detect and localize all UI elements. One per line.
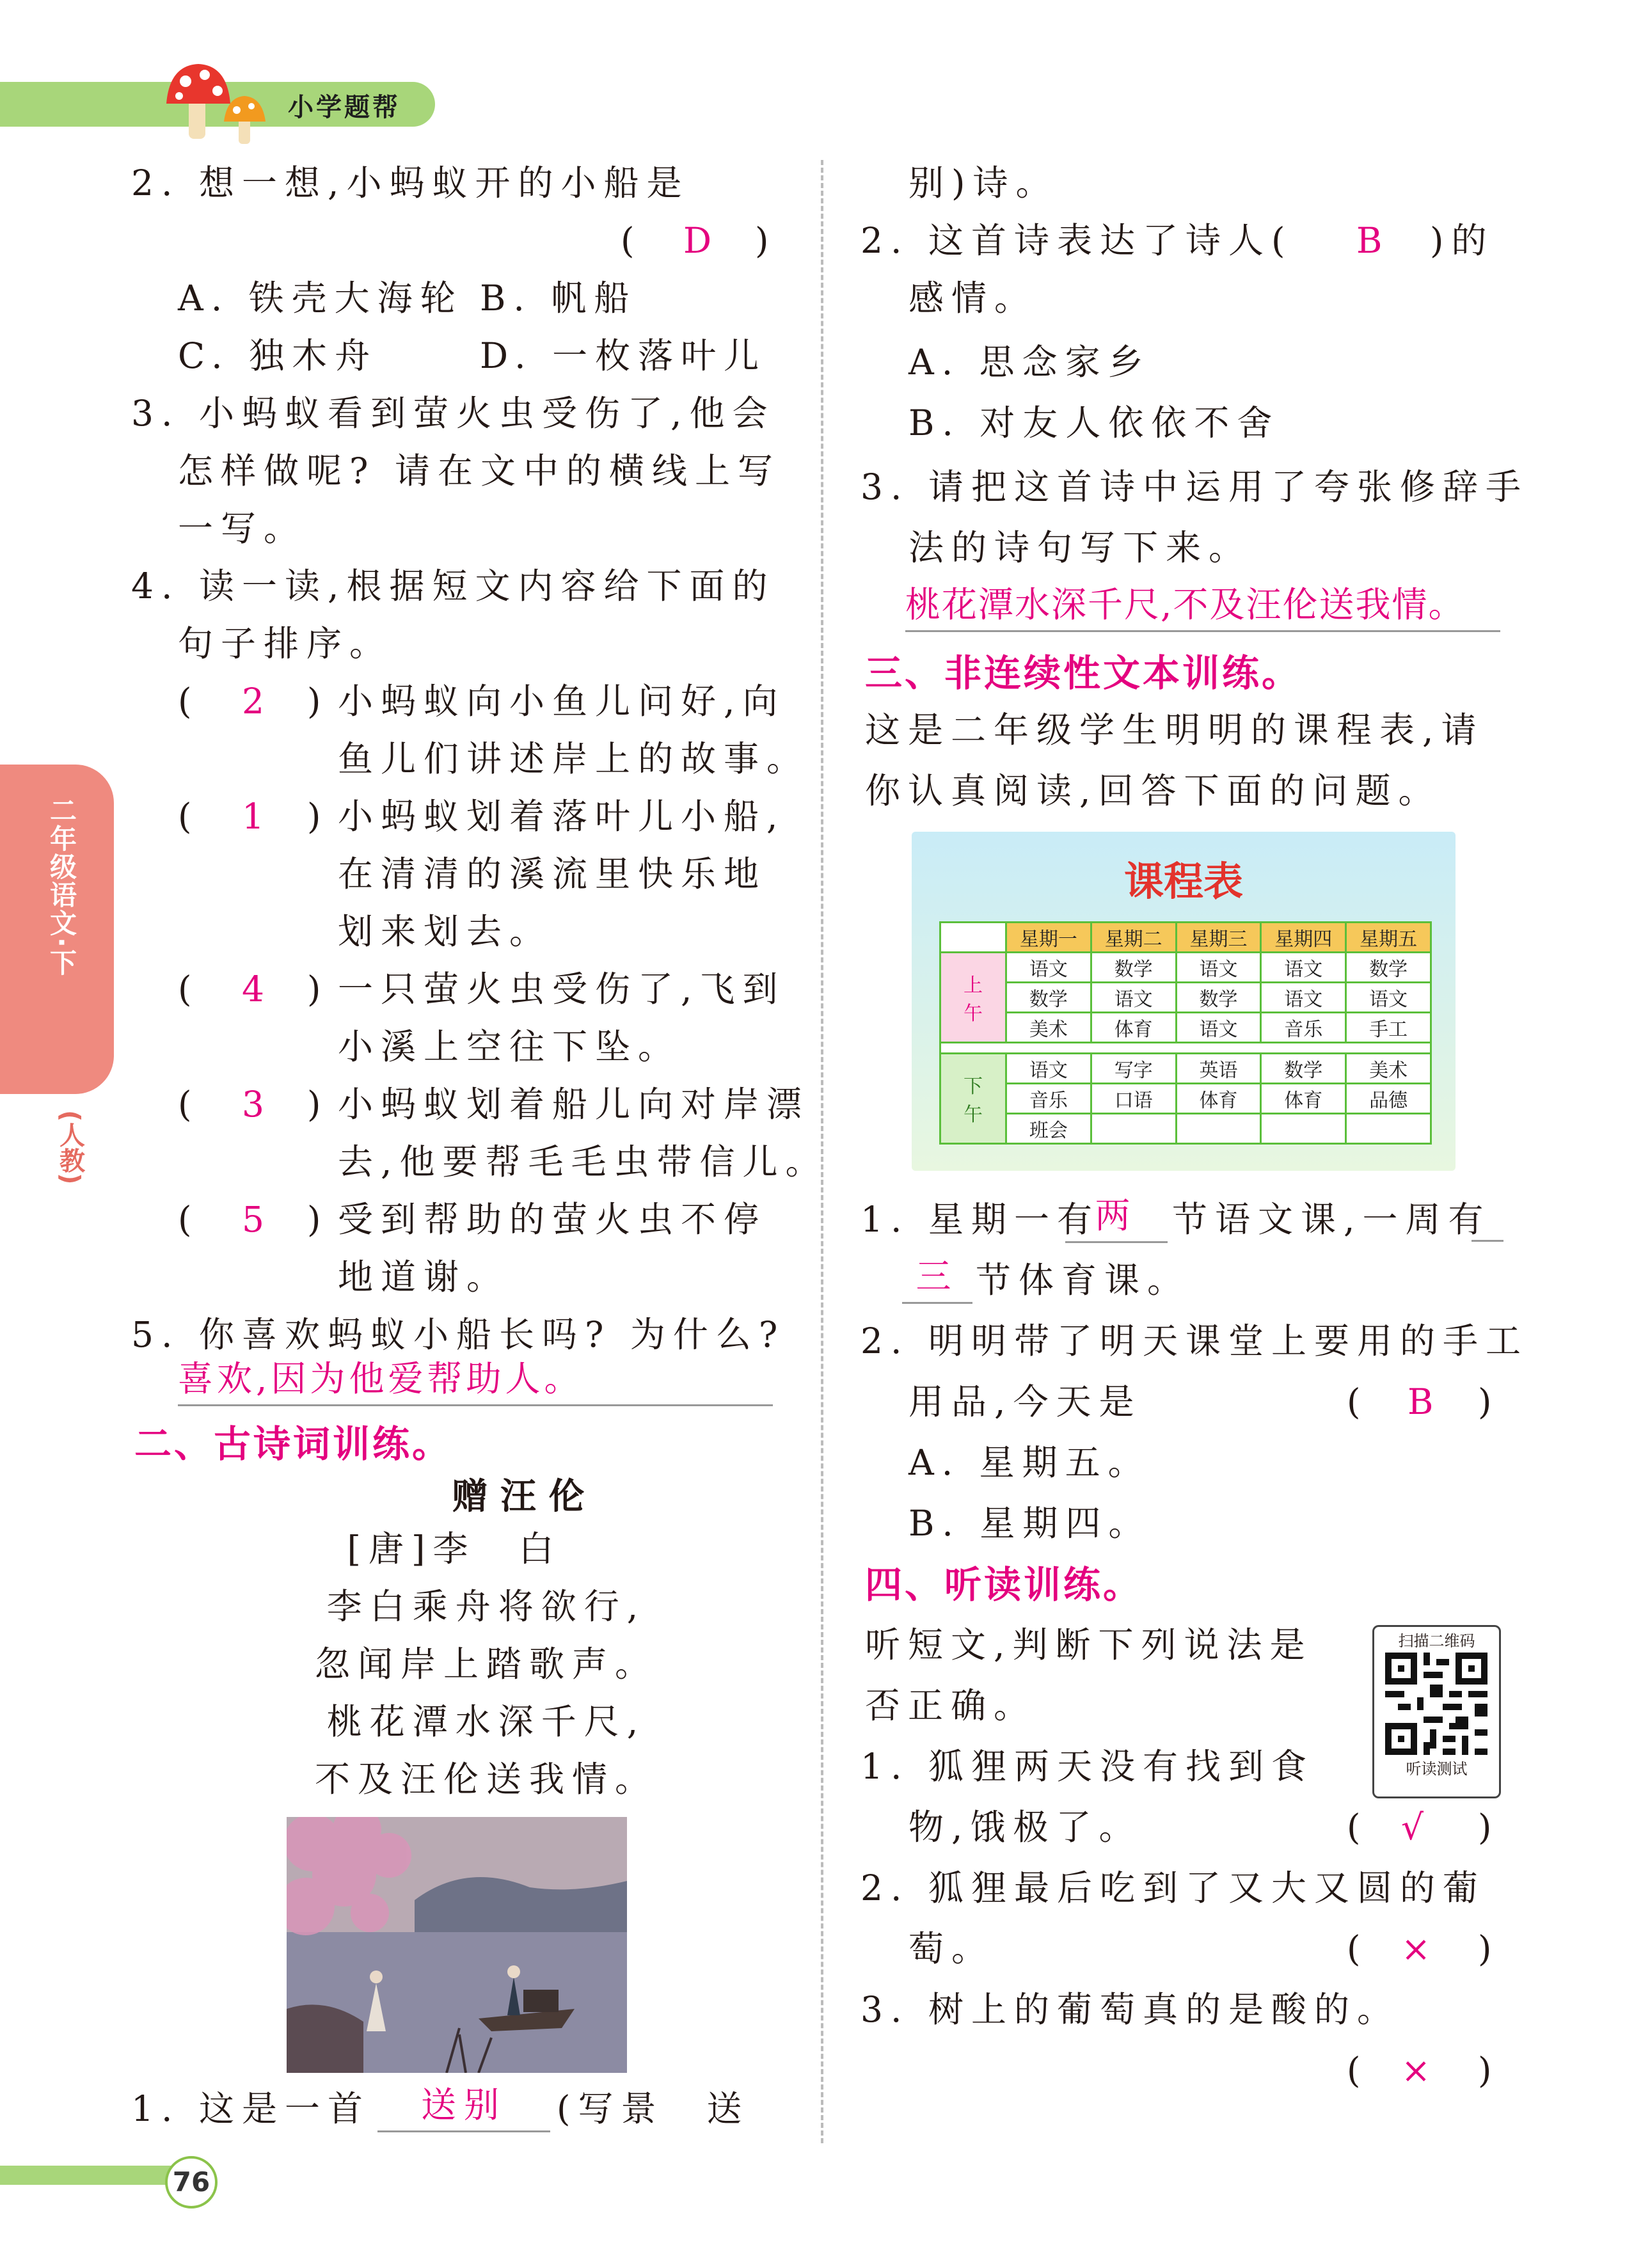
l1-paren-close: ) [1478,1807,1500,1848]
cell: 写字 [1091,1054,1176,1084]
t2-option-b: B. 星期四。 [908,1503,1152,1544]
cell: 品德 [1346,1084,1431,1114]
order-text: 小蚂蚁划着船儿向对岸漂 [338,1084,810,1125]
day-header: 星期一 [1006,923,1091,953]
q5-answer: 喜欢,因为他爱帮助人。 [178,1353,773,1406]
cell: 体育 [1091,1013,1176,1043]
qr-top-label: 扫描二维码 [1398,1632,1475,1650]
p3-line2: 法的诗句写下来。 [908,527,1252,568]
t1-post: 节体育课。 [976,1260,1191,1301]
l2-paren-open: ( [1347,1928,1368,1969]
q3-line1: 3. 小蚂蚁看到萤火虫受伤了,他会 [131,393,775,434]
t1-answer-1: 两 [1065,1190,1168,1243]
cell: 音乐 [1261,1013,1346,1043]
cell: 体育 [1176,1084,1261,1114]
p2-option-a: A. 思念家乡 [908,342,1151,383]
order-number: 4 [242,969,272,1010]
cell: 音乐 [1006,1084,1091,1114]
cell: 数学 [1091,953,1176,983]
poem-line-2: 忽闻岸上踏歌声。 [314,1644,658,1685]
cell: 数学 [1176,983,1261,1013]
p3-line1: 3. 请把这首诗中运用了夸张修辞手 [861,466,1528,507]
l3-answer: × [1401,2050,1439,2091]
day-header: 星期二 [1091,923,1176,953]
cell: 语文 [1176,1013,1261,1043]
poem-illustration [287,1817,627,2073]
l2-answer: × [1401,1928,1439,1969]
l3-paren-close: ) [1478,2050,1500,2091]
section3-intro-2: 你认真阅读,回答下面的问题。 [865,770,1441,811]
poem-author: [唐]李 白 [347,1528,562,1569]
q3-line3: 一写。 [178,508,307,549]
q2-option-a: A. 铁壳大海轮 [178,278,463,319]
t1-pre: 1. 星期一有 [861,1199,1100,1240]
l2-line2: 萄。 [908,1928,995,1969]
cell: 数学 [1346,953,1431,983]
day-header: 星期五 [1346,923,1431,953]
order-text: 小蚂蚁向小鱼儿问好,向 [338,681,786,722]
q2-option-b: B. 帆船 [480,278,637,319]
cell: 班会 [1006,1114,1091,1144]
p1-suffix: (写景 送 [557,2088,750,2129]
t2-paren-open: ( [1347,1381,1368,1422]
cell [1091,1114,1176,1144]
mushroom-logo [163,59,278,148]
order-number: 3 [242,1084,272,1125]
section3-intro-1: 这是二年级学生明明的课程表,请 [865,710,1484,750]
side-grade-label: 二年级语文·下 [46,797,77,977]
cell: 语文 [1346,983,1431,1013]
order-text: 受到帮助的萤火虫不停 [338,1199,767,1240]
timetable-title: 课程表 [1123,858,1243,905]
q2-answer: D [683,220,720,261]
l2-paren-close: ) [1478,1928,1500,1969]
cell: 语文 [1006,953,1091,983]
q5-text: 5. 你喜欢蚂蚁小船长吗? 为什么? [131,1314,786,1355]
l1-paren-open: ( [1347,1807,1368,1848]
section4-intro-2: 否正确。 [865,1685,1037,1726]
section4-heading: 四、听读训练。 [865,1563,1143,1606]
order-text: 鱼儿们讲述岸上的故事。 [338,738,810,779]
q2-paren-open: ( [621,220,642,261]
poem-line-1: 李白乘舟将欲行, [326,1586,646,1627]
p2-option-b: B. 对友人依依不舍 [908,402,1280,443]
poem-line-4: 不及汪伦送我情。 [314,1759,658,1800]
section2-heading: 二、古诗词训练。 [134,1422,452,1466]
p1-continued: 别)诗。 [908,163,1059,203]
section4-intro-1: 听短文,判断下列说法是 [865,1624,1313,1665]
p1-answer: 送别 [377,2079,550,2132]
q4-line1: 4. 读一读,根据短文内容给下面的 [131,566,775,607]
t2-line2: 用品,今天是 [908,1381,1142,1422]
side-edition-label: (人教) [55,1110,85,1185]
day-header: 星期三 [1176,923,1261,953]
l1-line2: 物,饿极了。 [908,1807,1142,1848]
l1-line1: 1. 狐狸两天没有找到食 [861,1746,1314,1787]
cell: 语文 [1091,983,1176,1013]
cell: 美术 [1006,1013,1091,1043]
am-label: 上 午 [940,953,1006,1043]
qr-code-icon [1385,1653,1487,1755]
order-text: 在清清的溪流里快乐地 [338,853,767,894]
qr-bottom-label: 听读测试 [1406,1760,1468,1778]
t2-line1: 2. 明明带了明天课堂上要用的手工 [861,1320,1528,1361]
cell: 口语 [1091,1084,1176,1114]
p2-answer: B [1356,220,1390,261]
t2-answer: B [1408,1381,1441,1422]
pm-label: 下 午 [940,1054,1006,1144]
order-text: 划来划去。 [338,911,553,952]
p2-post: )的 [1430,220,1495,261]
p2-line2: 感情。 [908,278,1038,319]
l3-line1: 3. 树上的葡萄真的是酸的。 [861,1989,1400,2030]
cell: 语文 [1261,953,1346,983]
cell: 数学 [1006,983,1091,1013]
cell: 数学 [1261,1054,1346,1084]
order-number: 5 [242,1199,272,1240]
p2-pre: 2. 这首诗表达了诗人( [861,220,1293,261]
day-header: 星期四 [1261,923,1346,953]
timetable-grid [939,921,1432,1145]
l1-answer: √ [1401,1807,1432,1848]
order-text: 一只萤火虫受伤了,飞到 [338,969,786,1010]
cell: 体育 [1261,1084,1346,1114]
order-text: 地道谢。 [338,1257,510,1297]
cell: 美术 [1346,1054,1431,1084]
t1-mid: 节语文课,一周有 [1172,1199,1491,1240]
side-grade-tab [0,765,114,1094]
order-number: 2 [242,681,272,722]
page-number-circle [165,2156,218,2209]
cell: 语文 [1261,983,1346,1013]
p3-answer: 桃花潭水深千尺,不及汪伦送我情。 [905,579,1500,632]
cell [1261,1114,1346,1144]
footer-bar [0,2166,186,2185]
q2-option-d: D. 一枚落叶儿 [480,335,767,376]
qr-code-box[interactable] [1372,1625,1501,1798]
q2-text: 2. 想一想,小蚂蚁开的小船是 [131,163,690,203]
cell: 语文 [1006,1054,1091,1084]
q3-line2: 怎样做呢? 请在文中的横线上写 [178,450,781,491]
p1-prefix: 1. 这是一首 [131,2088,370,2129]
cell: 语文 [1176,953,1261,983]
q4-line2: 句子排序。 [178,623,393,664]
t2-option-a: A. 星期五。 [908,1442,1151,1483]
cell: 手工 [1346,1013,1431,1043]
cell [1346,1114,1431,1144]
page-number: 76 [172,2166,210,2198]
q2-paren-close: ) [755,220,777,261]
t1-blank-tail [1471,1240,1503,1242]
cell: 英语 [1176,1054,1261,1084]
cell [1176,1114,1261,1144]
order-text: 去,他要帮毛毛虫带信儿。 [338,1141,829,1182]
poem-line-3: 桃花潭水深千尺, [326,1701,646,1742]
q2-option-c: C. 独木舟 [178,335,378,376]
order-text: 小溪上空往下坠。 [338,1026,681,1067]
t1-answer-2: 三 [902,1251,972,1304]
order-number: 1 [242,796,272,837]
order-text: 小蚂蚁划着落叶儿小船, [338,796,786,837]
t2-paren-close: ) [1478,1381,1500,1422]
l3-paren-open: ( [1347,2050,1368,2091]
brand-title: 小学题帮 [288,93,401,122]
poem-title: 赠 汪 伦 [452,1476,585,1518]
l2-line1: 2. 狐狸最后吃到了又大又圆的葡 [861,1868,1486,1908]
timetable-card [912,832,1456,1171]
section3-heading: 三、非连续性文本训练。 [865,651,1302,695]
